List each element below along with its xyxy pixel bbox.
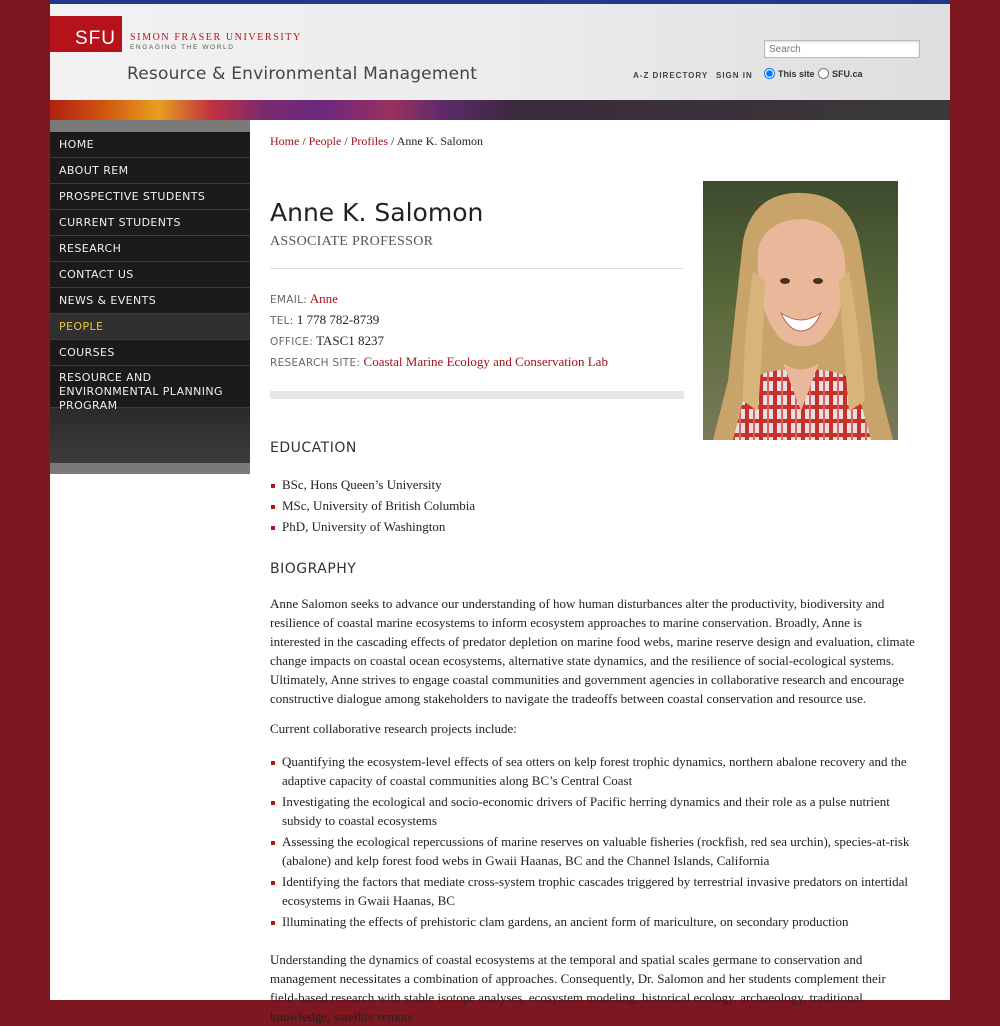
biography-heading: BIOGRAPHY	[270, 561, 357, 577]
nav-item-prospective-students[interactable]: PROSPECTIVE STUDENTS	[50, 184, 250, 210]
profile-title: ASSOCIATE PROFESSOR	[270, 234, 434, 249]
breadcrumb	[270, 134, 483, 149]
breadcrumb-separator: /	[344, 134, 348, 148]
nav-item-current-students[interactable]: CURRENT STUDENTS	[50, 210, 250, 236]
sidebar-fill	[50, 408, 250, 463]
list-item: PhD, University of Washington	[270, 517, 915, 536]
scope-this-site[interactable]	[764, 68, 815, 79]
projects-list	[270, 752, 915, 933]
breadcrumb-profiles[interactable]: Profiles	[350, 134, 389, 148]
projects-intro: Current collaborative research projects include:	[270, 721, 517, 736]
education-list	[270, 475, 915, 538]
research-site-link[interactable]: Coastal Marine Ecology and Conservation Lab	[363, 354, 608, 369]
nav-item-contact-us[interactable]: CONTACT US	[50, 262, 250, 288]
contact-research-site	[270, 354, 608, 370]
breadcrumb-people[interactable]: People	[308, 134, 342, 148]
site-header	[50, 4, 950, 100]
tel-value: 1 778 782-8739	[296, 312, 380, 327]
header-banner	[50, 100, 950, 120]
contact-email	[270, 291, 338, 307]
breadcrumb-current: Anne K. Salomon	[396, 134, 484, 148]
search-input[interactable]	[764, 40, 920, 58]
sidebar-top-cap	[50, 120, 250, 132]
scope-sfu-label: SFU.ca	[832, 68, 863, 79]
research-site-label: RESEARCH SITE:	[270, 357, 361, 369]
university-tagline: ENGAGING THE WORLD	[130, 44, 235, 51]
sfu-logo[interactable]	[50, 16, 122, 52]
list-item: Assessing the ecological repercussions of marine reserves on valuable fisheries (rockfish, red sea urchin), species-at-risk (abalone) and kelp forest food webs in Gwaii Haanas, BC and the Channel Islands, California	[270, 832, 915, 870]
email-link[interactable]: Anne	[309, 291, 338, 306]
biography-paragraph-2: Understanding the dynamics of coastal ecosystems at the temporal and spatial scales germane to conservation and management necessitates a combination of approaches. Consequently, Dr. Salomon and her students complement their field-based research with stable isotope analyses, ecosystem modeling, historical ecology, archaeology, traditional knowledge, satellite remote	[270, 952, 886, 1024]
office-label: OFFICE:	[270, 336, 314, 348]
divider	[270, 268, 684, 269]
logo-abbr: SFU	[75, 28, 116, 49]
grey-separator	[270, 391, 684, 399]
page	[50, 0, 950, 1024]
profile-name: Anne K. Salomon	[270, 198, 484, 227]
scope-sfu[interactable]	[818, 68, 863, 79]
nav-item-people[interactable]: PEOPLE	[50, 314, 250, 340]
profile-photo	[703, 181, 898, 440]
nav-item-courses[interactable]: COURSES	[50, 340, 250, 366]
list-item: MSc, University of British Columbia	[270, 496, 915, 515]
email-label: EMAIL:	[270, 294, 308, 306]
list-item: Identifying the factors that mediate cross-system trophic cascades triggered by terrestrial invasive predators on intertidal ecosystems in Gwaii Haanas, BC	[270, 872, 915, 910]
list-item: Investigating the ecological and socio-economic drivers of Pacific herring dynamics and their role as a pulse nutrient subsidy to coastal ecosystems	[270, 792, 915, 830]
nav-item-news-events[interactable]: NEWS & EVENTS	[50, 288, 250, 314]
list-item: Quantifying the ecosystem-level effects of sea otters on kelp forest trophic dynamics, northern abalone recovery and the adaptive capacity of coastal communities along BC’s Central Coast	[270, 752, 915, 790]
scope-this-site-label: This site	[778, 68, 815, 79]
contact-tel	[270, 312, 379, 328]
az-directory-link[interactable]: A-Z DIRECTORY	[633, 71, 709, 80]
scope-sfu-radio[interactable]	[818, 68, 829, 79]
list-item: Illuminating the effects of prehistoric clam gardens, an ancient form of mariculture, on secondary production	[270, 912, 915, 931]
office-value: TASC1 8237	[316, 333, 385, 348]
nav-item-home[interactable]: HOME	[50, 132, 250, 158]
breadcrumb-separator: /	[302, 134, 306, 148]
nav-item-planning-program[interactable]: RESOURCE AND ENVIRONMENTAL PLANNING PROGRAM	[50, 366, 250, 408]
scope-this-site-radio[interactable]	[764, 68, 775, 79]
breadcrumb-home[interactable]: Home	[270, 134, 300, 148]
nav-item-about-rem[interactable]: ABOUT REM	[50, 158, 250, 184]
list-item: BSc, Hons Queen’s University	[270, 475, 915, 494]
biography-paragraph: Anne Salomon seeks to advance our understanding of how human disturbances alter the productivity, biodiversity and resilience of coastal marine ecosystems to inform ecosystem approaches to marine conservation. Broadly, Anne is interested in the cascading effects of predator depletion on marine food webs, marine reserve design and evaluation, climate change impacts on coastal ocean ecosystems, alternative state dynamics, and the resilience of social-ecological systems. Ultimately, Anne strives to engage coastal communities and government agencies in collaborative research and encourage constructive dialogue among stakeholders to navigate the tradeoffs between coastal conservation and resource use.	[270, 596, 915, 706]
education-heading: EDUCATION	[270, 440, 357, 456]
nav-item-research[interactable]: RESEARCH	[50, 236, 250, 262]
department-title[interactable]: Resource & Environmental Management	[127, 64, 478, 84]
sidebar-bottom-cap	[50, 463, 250, 474]
university-name: SIMON FRASER UNIVERSITY	[130, 32, 302, 43]
sign-in-link[interactable]: SIGN IN	[716, 71, 753, 80]
breadcrumb-separator: /	[391, 134, 395, 148]
tel-label: TEL:	[270, 315, 294, 327]
contact-office	[270, 333, 384, 349]
sidebar-nav	[50, 120, 250, 474]
